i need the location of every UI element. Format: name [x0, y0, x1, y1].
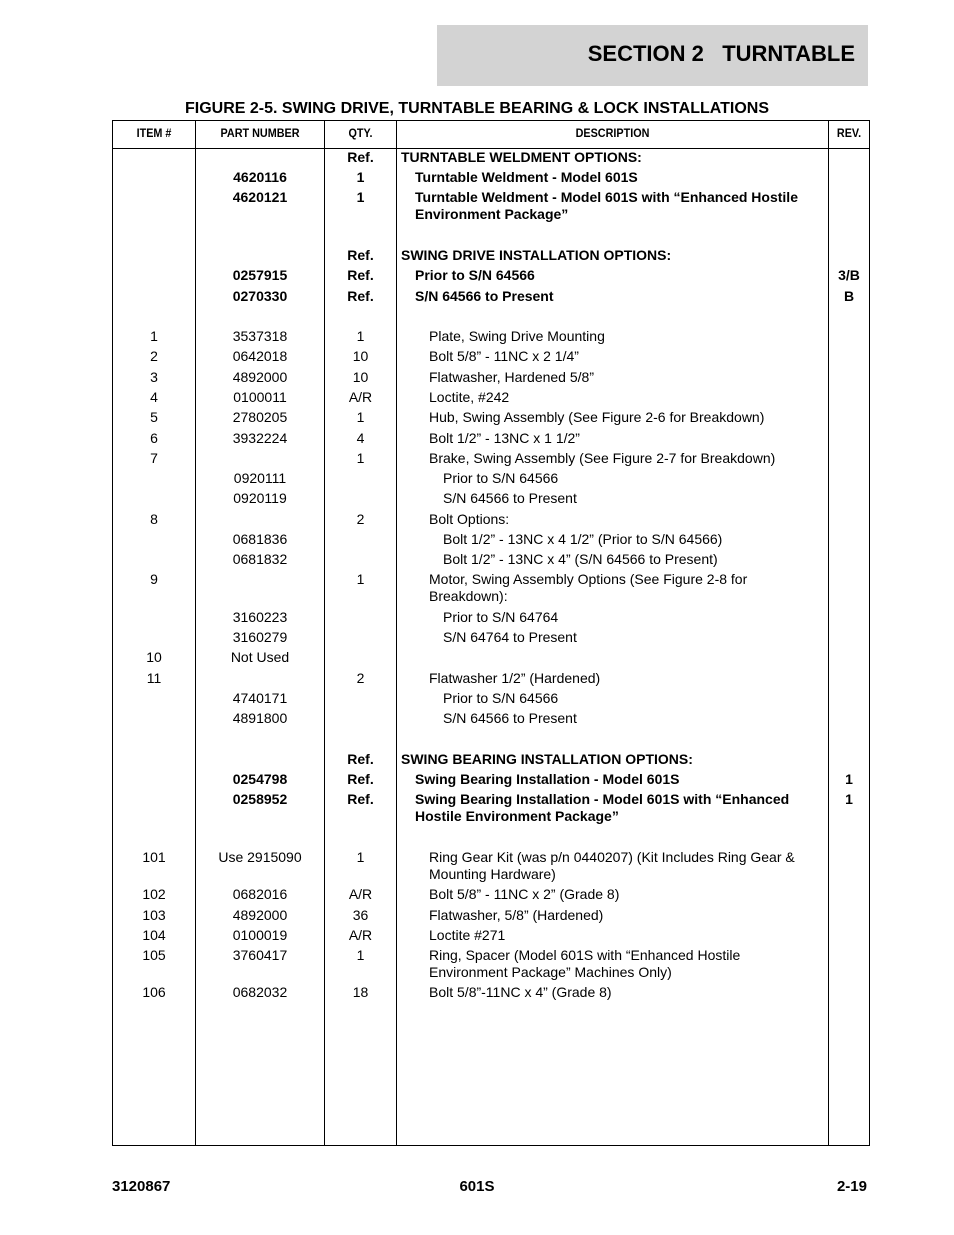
footer-page-number: 2-19	[836, 1178, 867, 1195]
item-cell: 6	[150, 430, 158, 446]
qty-cell: 1	[356, 328, 365, 344]
part-number-cell: 3537318	[232, 328, 288, 344]
description-line: SWING BEARING INSTALLATION OPTIONS:	[401, 751, 693, 767]
description-cell	[443, 470, 853, 487]
description-cell	[415, 791, 825, 825]
column-divider	[396, 120, 397, 1146]
description-line: Mounting Hardware)	[429, 866, 556, 882]
part-number-cell: 3932224	[232, 430, 288, 446]
section-title: SECTION 2 TURNTABLE	[587, 41, 855, 66]
description-cell	[443, 490, 853, 507]
description-cell	[401, 247, 811, 264]
part-number-cell: 0258952	[232, 791, 288, 807]
description-cell	[443, 531, 853, 548]
rev-cell: 1	[845, 791, 853, 807]
description-line: Bolt 5/8” - 11NC x 2” (Grade 8)	[429, 886, 620, 902]
description-cell	[429, 409, 839, 426]
description-cell	[415, 189, 825, 223]
qty-cell: 1	[356, 189, 365, 205]
description-cell	[401, 149, 811, 166]
part-number-cell: 0257915	[232, 267, 288, 283]
description-cell	[415, 169, 825, 186]
description-cell	[415, 771, 825, 788]
description-line: Bolt Options:	[429, 511, 510, 527]
description-line: Hub, Swing Assembly (See Figure 2-6 for Breakdown)	[429, 409, 765, 425]
qty-cell: Ref.	[347, 771, 374, 787]
description-cell	[429, 984, 839, 1001]
description-cell	[429, 511, 839, 528]
description-cell	[443, 710, 853, 727]
part-number-cell: 0254798	[232, 771, 288, 787]
part-number-cell: 4620121	[232, 189, 288, 205]
qty-cell: 10	[352, 348, 369, 364]
part-number-cell: 0642018	[232, 348, 288, 364]
item-cell: 4	[150, 389, 158, 405]
description-line: Prior to S/N 64566	[443, 470, 559, 486]
part-number-cell: 3160279	[232, 629, 288, 645]
part-number-cell: 0682032	[232, 984, 288, 1000]
qty-cell: Ref.	[347, 247, 374, 263]
description-line: Hostile Environment Package”	[415, 808, 619, 824]
item-cell: 102	[142, 886, 166, 902]
part-number-cell: 4891800	[232, 710, 288, 726]
description-cell	[429, 328, 839, 345]
footer-model: 601S	[459, 1178, 495, 1195]
description-line: Prior to S/N 64566	[443, 690, 559, 706]
rev-cell: 1	[845, 771, 853, 787]
part-number-cell: 0920119	[233, 490, 287, 506]
part-number-cell: 4620116	[233, 169, 287, 185]
item-cell: 5	[150, 409, 158, 425]
item-cell: 1	[150, 328, 158, 344]
qty-cell: Ref.	[347, 267, 374, 283]
part-number-cell: 4892000	[232, 369, 288, 385]
item-cell: 101	[142, 849, 166, 865]
qty-cell: 10	[352, 369, 369, 385]
description-line: S/N 64566 to Present	[415, 288, 554, 304]
qty-cell: 4	[356, 430, 365, 446]
description-line: Bolt 1/2” - 13NC x 1 1/2”	[429, 430, 580, 446]
qty-cell: 1	[356, 571, 365, 587]
part-number-cell: 0100011	[233, 389, 287, 405]
qty-cell: 1	[356, 409, 365, 425]
description-line: Prior to S/N 64566	[415, 267, 535, 283]
column-header-description: DESCRIPTION	[575, 126, 650, 140]
item-cell: 105	[142, 947, 166, 963]
qty-cell: A/R	[348, 389, 373, 405]
description-cell	[401, 751, 811, 768]
description-line: Loctite, #242	[429, 389, 510, 405]
qty-cell: Ref.	[347, 791, 374, 807]
description-line: Environment Package” Machines Only)	[429, 964, 672, 980]
description-cell	[429, 947, 839, 981]
item-cell: 8	[150, 511, 158, 527]
qty-cell: Ref.	[347, 149, 374, 165]
description-line: Plate, Swing Drive Mounting	[429, 328, 605, 344]
column-header-qty: QTY.	[348, 126, 373, 140]
description-line: Bolt 5/8”-11NC x 4” (Grade 8)	[429, 984, 612, 1000]
description-line: Prior to S/N 64764	[443, 609, 559, 625]
part-number-cell: 0682016	[232, 886, 288, 902]
figure-title: FIGURE 2-5. SWING DRIVE, TURNTABLE BEARING & LOCK INSTALLATIONS	[185, 100, 769, 117]
qty-cell: A/R	[348, 886, 373, 902]
qty-cell: 2	[356, 511, 365, 527]
part-number-cell: 0270330	[232, 288, 288, 304]
column-header-part-number: PART NUMBER	[220, 126, 300, 140]
item-cell: 7	[150, 450, 158, 466]
description-line: SWING DRIVE INSTALLATION OPTIONS:	[401, 247, 672, 263]
description-line: Flatwasher 1/2” (Hardened)	[429, 670, 601, 686]
description-line: Flatwasher, 5/8” (Hardened)	[429, 907, 604, 923]
description-line: S/N 64566 to Present	[443, 490, 577, 506]
qty-cell: 2	[356, 670, 365, 686]
item-cell: 10	[146, 649, 162, 665]
part-number-cell: 3760417	[232, 947, 288, 963]
part-number-cell: Use 2915090	[218, 849, 302, 865]
column-header-item: ITEM #	[136, 126, 172, 140]
qty-cell: 18	[352, 984, 369, 1000]
description-cell	[443, 551, 853, 568]
qty-cell: 1	[356, 849, 365, 865]
description-cell	[429, 430, 839, 447]
description-cell	[429, 389, 839, 406]
description-line: Ring, Spacer (Model 601S with “Enhanced Hostile	[429, 947, 741, 963]
description-line: Motor, Swing Assembly Options (See Figure 2-8 for	[429, 571, 748, 587]
description-cell	[429, 886, 839, 903]
description-line: TURNTABLE WELDMENT OPTIONS:	[401, 149, 642, 165]
description-line: Bolt 1/2” - 13NC x 4 1/2” (Prior to S/N 64566)	[443, 531, 723, 547]
description-cell	[429, 670, 839, 687]
description-line: Bolt 1/2” - 13NC x 4” (S/N 64566 to Present)	[443, 551, 718, 567]
description-cell	[429, 849, 839, 883]
description-line: Swing Bearing Installation - Model 601S with “Enhanced	[415, 791, 790, 807]
description-cell	[429, 348, 839, 365]
part-number-cell: 0681832	[232, 551, 288, 567]
description-line: Brake, Swing Assembly (See Figure 2-7 for Breakdown)	[429, 450, 776, 466]
description-line: Loctite #271	[429, 927, 506, 943]
part-number-cell: 2780205	[232, 409, 288, 425]
column-header-rev: REV.	[836, 126, 862, 140]
part-number-cell: 4892000	[232, 907, 288, 923]
description-line: S/N 64566 to Present	[443, 710, 577, 726]
description-line: Environment Package”	[415, 206, 569, 222]
qty-cell: 1	[356, 169, 365, 185]
item-cell: 2	[150, 348, 158, 364]
rev-cell: 3/B	[838, 267, 860, 283]
description-line: S/N 64764 to Present	[443, 629, 577, 645]
item-cell: 9	[150, 571, 158, 587]
description-line: Ring Gear Kit (was p/n 0440207) (Kit Includes Ring Gear &	[429, 849, 795, 865]
description-line: Swing Bearing Installation - Model 601S	[415, 771, 680, 787]
qty-cell: Ref.	[347, 288, 374, 304]
description-cell	[415, 267, 825, 284]
part-number-cell: 0920111	[233, 470, 287, 486]
item-cell: 103	[142, 907, 166, 923]
qty-cell: A/R	[348, 927, 373, 943]
section-header	[437, 25, 868, 86]
description-cell	[429, 450, 839, 467]
part-number-cell: 4740171	[232, 690, 288, 706]
description-line: Bolt 5/8” - 11NC x 2 1/4”	[429, 348, 579, 364]
item-cell: 104	[142, 927, 166, 943]
description-cell	[443, 629, 853, 646]
description-cell	[443, 609, 853, 626]
description-line: Turntable Weldment - Model 601S with “Enhanced Hostile	[415, 189, 798, 205]
description-cell	[429, 369, 839, 386]
part-number-cell: 0681836	[232, 531, 288, 547]
description-line: Breakdown):	[429, 588, 508, 604]
qty-cell: 36	[352, 907, 369, 923]
footer-document-number: 3120867	[112, 1178, 171, 1195]
qty-cell: Ref.	[347, 751, 374, 767]
description-cell	[443, 690, 853, 707]
item-cell: 11	[146, 670, 162, 686]
description-cell	[415, 288, 825, 305]
item-cell: 3	[150, 369, 158, 385]
item-cell: 106	[142, 984, 166, 1000]
description-cell	[429, 907, 839, 924]
qty-cell: 1	[356, 947, 365, 963]
description-line: Flatwasher, Hardened 5/8”	[429, 369, 594, 385]
part-number-cell: 0100019	[232, 927, 288, 943]
part-number-cell: 3160223	[232, 609, 288, 625]
rev-cell: B	[843, 288, 855, 304]
qty-cell: 1	[356, 450, 365, 466]
part-number-cell: Not Used	[230, 649, 290, 665]
description-line: Turntable Weldment - Model 601S	[415, 169, 638, 185]
description-cell	[429, 571, 839, 605]
description-cell	[429, 927, 839, 944]
